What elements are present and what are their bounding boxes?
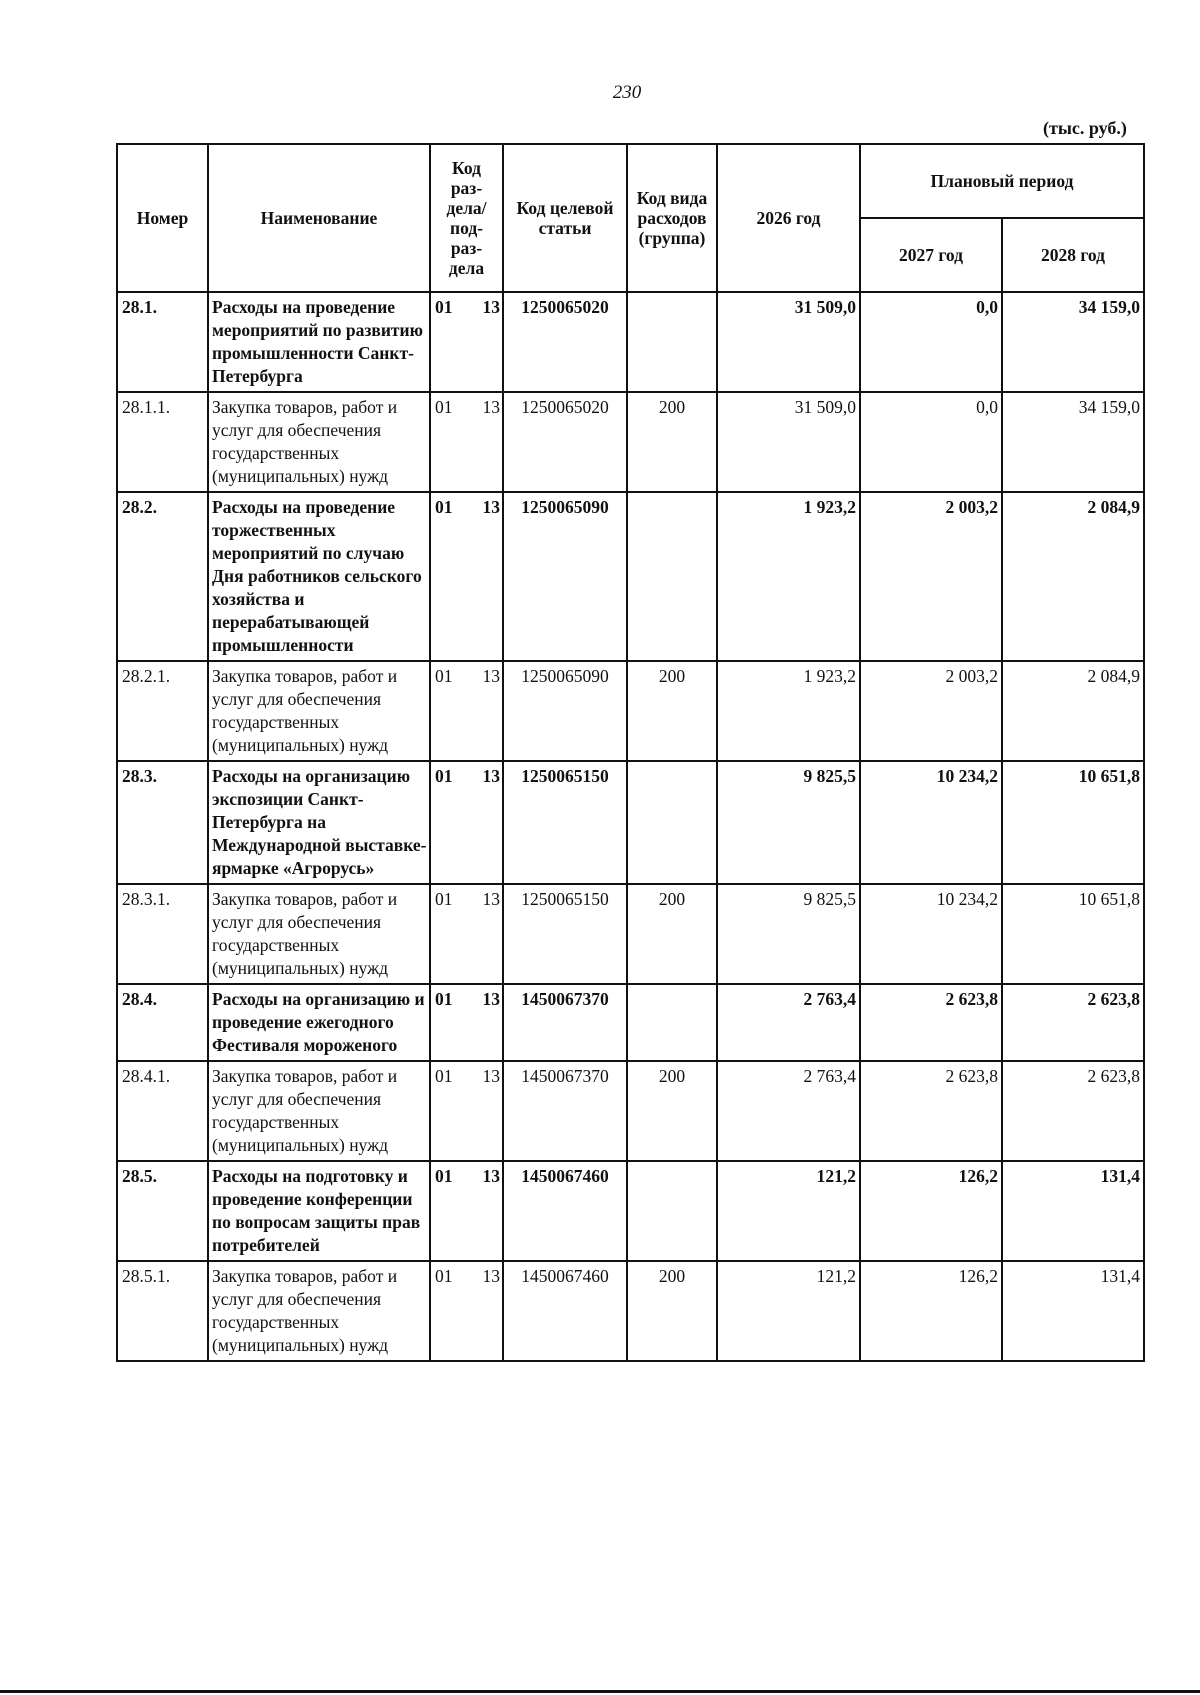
- header-number: Номер: [117, 144, 208, 292]
- row-target-code: 1450067460: [503, 1261, 627, 1361]
- row-name: Расходы на организацию и проведение ежегодного Фестиваля мороженого: [208, 984, 430, 1061]
- header-target: Код целевой статьи: [503, 144, 627, 292]
- row-number: 28.5.1.: [117, 1261, 208, 1361]
- row-target-code: 1450067460: [503, 1161, 627, 1261]
- subsection-code: 13: [482, 766, 500, 786]
- row-expense-type: 200: [627, 1061, 717, 1161]
- row-2026: 1 923,2: [717, 492, 860, 661]
- row-2026: 2 763,4: [717, 984, 860, 1061]
- header-2026: 2026 год: [717, 144, 860, 292]
- row-2026: 31 509,0: [717, 292, 860, 392]
- row-target-code: 1450067370: [503, 1061, 627, 1161]
- row-number: 28.4.: [117, 984, 208, 1061]
- row-section-code: [430, 761, 503, 884]
- row-2028: 2 623,8: [1002, 984, 1144, 1061]
- table-row: [117, 492, 1144, 661]
- section-code-pair: [431, 296, 502, 319]
- section-code-pair: [431, 988, 502, 1011]
- subsection-code: 13: [482, 497, 500, 517]
- row-2026: 31 509,0: [717, 392, 860, 492]
- row-section-code: [430, 884, 503, 984]
- row-target-code: 1450067370: [503, 984, 627, 1061]
- row-name: Расходы на проведение мероприятий по развитию промышленности Санкт-Петербурга: [208, 292, 430, 392]
- section-code: 01: [435, 666, 453, 686]
- row-section-code: [430, 984, 503, 1061]
- row-name: Закупка товаров, работ и услуг для обеспечения государственных (муниципальных) нужд: [208, 661, 430, 761]
- row-2027: 0,0: [860, 292, 1002, 392]
- row-expense-type: 200: [627, 392, 717, 492]
- section-code: 01: [435, 1166, 453, 1186]
- section-code-pair: [431, 1065, 502, 1088]
- row-name: Закупка товаров, работ и услуг для обеспечения государственных (муниципальных) нужд: [208, 1061, 430, 1161]
- row-name: Закупка товаров, работ и услуг для обеспечения государственных (муниципальных) нужд: [208, 884, 430, 984]
- header-2028: 2028 год: [1002, 218, 1144, 292]
- row-name: Расходы на организацию экспозиции Санкт-Петербурга на Международной выставке-ярмарке «Агрорусь»: [208, 761, 430, 884]
- header-2027: 2027 год: [860, 218, 1002, 292]
- row-number: 28.4.1.: [117, 1061, 208, 1161]
- table-row: [117, 1061, 1144, 1161]
- subsection-code: 13: [482, 1066, 500, 1086]
- section-code-pair: [431, 1265, 502, 1288]
- subsection-code: 13: [482, 297, 500, 317]
- row-name: Закупка товаров, работ и услуг для обеспечения государственных (муниципальных) нужд: [208, 1261, 430, 1361]
- table-row: [117, 661, 1144, 761]
- row-2027: 2 623,8: [860, 1061, 1002, 1161]
- subsection-code: 13: [482, 889, 500, 909]
- row-name: Расходы на подготовку и проведение конференции по вопросам защиты прав потребителей: [208, 1161, 430, 1261]
- section-code: 01: [435, 766, 453, 786]
- section-code-pair: [431, 765, 502, 788]
- section-code: 01: [435, 889, 453, 909]
- row-target-code: 1250065020: [503, 392, 627, 492]
- subsection-code: 13: [482, 397, 500, 417]
- row-section-code: [430, 1261, 503, 1361]
- row-target-code: 1250065090: [503, 661, 627, 761]
- section-code: 01: [435, 397, 453, 417]
- row-2028: 131,4: [1002, 1161, 1144, 1261]
- row-2027: 126,2: [860, 1161, 1002, 1261]
- row-number: 28.3.: [117, 761, 208, 884]
- row-target-code: 1250065020: [503, 292, 627, 392]
- row-2026: 9 825,5: [717, 761, 860, 884]
- row-name: Расходы на проведение торжественных мероприятий по случаю Дня работников сельского хозяйства и перерабатывающей промышленности: [208, 492, 430, 661]
- row-2027: 126,2: [860, 1261, 1002, 1361]
- subsection-code: 13: [482, 1266, 500, 1286]
- row-expense-type: [627, 292, 717, 392]
- subsection-code: 13: [482, 1166, 500, 1186]
- row-2026: 121,2: [717, 1261, 860, 1361]
- section-code-pair: [431, 665, 502, 688]
- row-expense-type: [627, 761, 717, 884]
- section-code: 01: [435, 989, 453, 1009]
- page-number: 230: [612, 82, 642, 103]
- table-row: [117, 1261, 1144, 1361]
- row-target-code: 1250065090: [503, 492, 627, 661]
- row-2028: 34 159,0: [1002, 392, 1144, 492]
- row-section-code: [430, 661, 503, 761]
- header-expense-type: Код вида расходов (группа): [627, 144, 717, 292]
- subsection-code: 13: [482, 666, 500, 686]
- units-label: (тыс. руб.): [1043, 118, 1127, 138]
- row-2028: 34 159,0: [1002, 292, 1144, 392]
- row-2026: 2 763,4: [717, 1061, 860, 1161]
- table-row: [117, 1161, 1144, 1261]
- section-code: 01: [435, 1066, 453, 1086]
- row-2027: 10 234,2: [860, 761, 1002, 884]
- row-2028: 10 651,8: [1002, 761, 1144, 884]
- row-section-code: [430, 392, 503, 492]
- budget-table: [116, 143, 1145, 1362]
- row-number: 28.1.: [117, 292, 208, 392]
- row-2026: 121,2: [717, 1161, 860, 1261]
- row-expense-type: [627, 1161, 717, 1261]
- page-bottom-border: [0, 1690, 1200, 1693]
- table-row: [117, 392, 1144, 492]
- row-2027: 2 003,2: [860, 492, 1002, 661]
- table-row: [117, 884, 1144, 984]
- table-row: [117, 292, 1144, 392]
- table-header: [117, 144, 1144, 292]
- table-row: [117, 984, 1144, 1061]
- row-number: 28.2.1.: [117, 661, 208, 761]
- row-section-code: [430, 492, 503, 661]
- section-code-pair: [431, 496, 502, 519]
- row-expense-type: 200: [627, 1261, 717, 1361]
- row-section-code: [430, 1061, 503, 1161]
- row-section-code: [430, 1161, 503, 1261]
- row-section-code: [430, 292, 503, 392]
- section-code-pair: [431, 1165, 502, 1188]
- row-number: 28.1.1.: [117, 392, 208, 492]
- row-target-code: 1250065150: [503, 884, 627, 984]
- row-expense-type: [627, 492, 717, 661]
- section-code-pair: [431, 888, 502, 911]
- row-2026: 1 923,2: [717, 661, 860, 761]
- row-number: 28.5.: [117, 1161, 208, 1261]
- row-target-code: 1250065150: [503, 761, 627, 884]
- row-2027: 0,0: [860, 392, 1002, 492]
- row-expense-type: 200: [627, 884, 717, 984]
- section-code: 01: [435, 297, 453, 317]
- section-code-pair: [431, 396, 502, 419]
- row-2027: 10 234,2: [860, 884, 1002, 984]
- row-2027: 2 623,8: [860, 984, 1002, 1061]
- row-2026: 9 825,5: [717, 884, 860, 984]
- table-body: [117, 292, 1144, 1361]
- row-2028: 2 084,9: [1002, 492, 1144, 661]
- section-code: 01: [435, 1266, 453, 1286]
- row-expense-type: 200: [627, 661, 717, 761]
- row-name: Закупка товаров, работ и услуг для обеспечения государственных (муниципальных) нужд: [208, 392, 430, 492]
- row-2028: 2 084,9: [1002, 661, 1144, 761]
- row-number: 28.2.: [117, 492, 208, 661]
- row-number: 28.3.1.: [117, 884, 208, 984]
- header-planned-period: Плановый период: [860, 144, 1144, 218]
- row-2028: 131,4: [1002, 1261, 1144, 1361]
- header-section: Код раз-дела/ под-раз-дела: [430, 144, 503, 292]
- table-row: [117, 761, 1144, 884]
- row-2028: 10 651,8: [1002, 884, 1144, 984]
- row-expense-type: [627, 984, 717, 1061]
- header-name: Наименование: [208, 144, 430, 292]
- section-code: 01: [435, 497, 453, 517]
- row-2027: 2 003,2: [860, 661, 1002, 761]
- subsection-code: 13: [482, 989, 500, 1009]
- row-2028: 2 623,8: [1002, 1061, 1144, 1161]
